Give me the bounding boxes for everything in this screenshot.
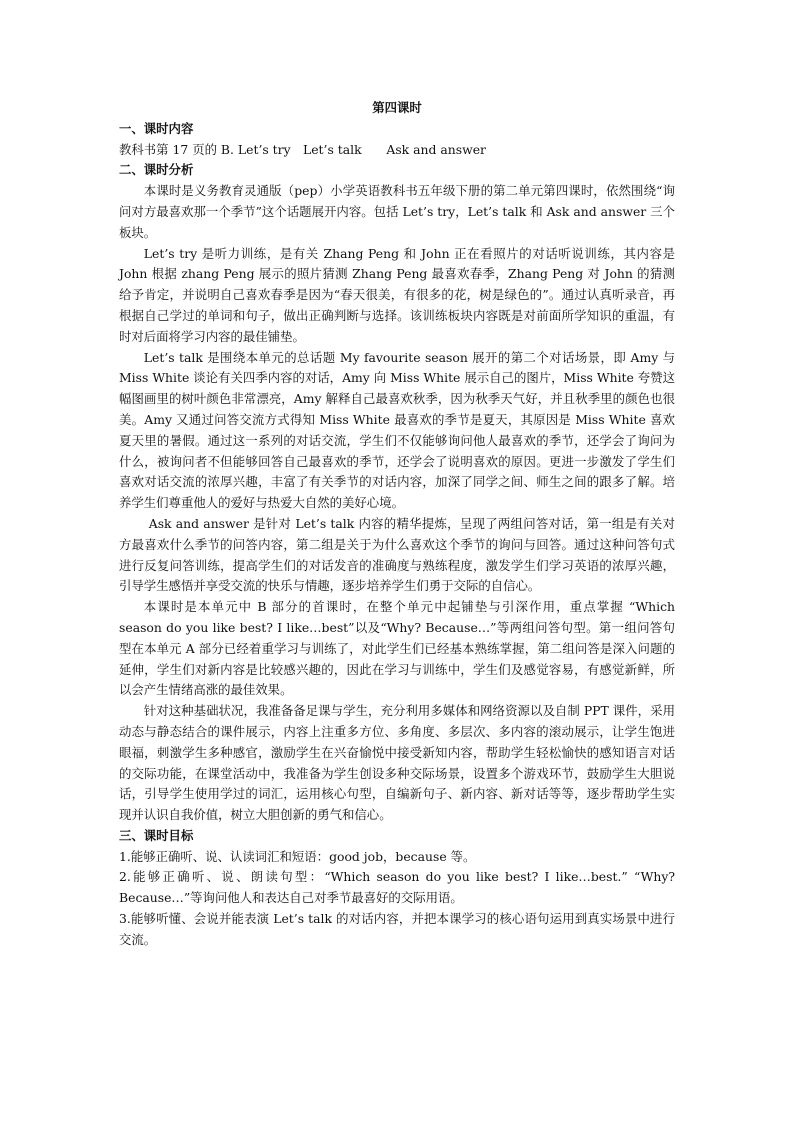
section-heading-goals: 三、课时目标 — [119, 827, 194, 843]
analysis-paragraph-ask-answer: Ask and answer 是针对 Let’s talk 内容的精华提炼，呈现了两组问答对话，第一组是有关对方最喜欢什么季节的问答内容，第二组是关于为什么喜欢这个季节的询问与回答。通过这种问答句式进行反复问答训练，提高学生们的对话发音的准确度与熟练程度，激发学生们学习英语的浓厚兴趣，引导学生感悟并享受交流的快乐与情趣，逐步培养学生们勇于交际的自信心。 — [119, 515, 675, 594]
lesson-title: 第四课时 — [372, 100, 422, 115]
section-heading-content: 一、课时内容 — [119, 120, 194, 136]
content-line: 教科书第 17 页的 B. Let’s try Let’s talk Ask and answer — [119, 141, 486, 157]
analysis-paragraph-intro: 本课时是义务教育灵通版（pep）小学英语教科书五年级下册的第二单元第四课时，依然围绕“询问对方最喜欢那一个季节”这个话题展开内容。包括 Let’s try，Let’s talk 和 Ask and answer 三个板块。 — [119, 183, 675, 240]
analysis-paragraph-lets-talk: Let’s talk 是围绕本单元的总话题 My favourite season 展开的第二个对话场景，即 Amy 与 Miss White 谈论有关四季内容的对话，Amy 向 Miss White 展示自己的图片，Miss White 夸赞这幅图画里的树叶颜色非常漂亮，Amy 解释自己最喜欢秋季，因为秋季天气好，并且秋季里的颜色也很美。Amy 又通过问答交流方式得知 Miss White 最喜欢的季节是夏天，其原因是 Miss White 喜欢夏天里的暑假。通过这一系列的对话交流，学生们不仅能够询问他人最喜欢的季节，还学会了询问为什么，被询问者不但能够回答自己最喜欢的季节，还学会了说明喜欢的原因。更进一步激发了学生们喜欢对话交流的浓厚兴趣，丰富了有关季节的对话内容，加深了同学之间、师生之间的跟多了解。培养学生们尊重他人的爱好与热爱大自然的美好心境。 — [119, 349, 675, 511]
goal-item-2: 2.能够正确听、说、朗读句型：“Which season do you like best? I like…best.” “Why? Because…”等询问他人和表达自己对季节最喜好的交际用语。 — [119, 869, 675, 906]
goal-item-3: 3.能够听懂、会说并能表演 Let’s talk 的对话内容，并把本课学习的核心语句运用到真实场景中进行交流。 — [119, 911, 675, 947]
analysis-paragraph-lets-try: Let’s try 是听力训练，是有关 Zhang Peng 和 John 正在看照片的对话听说训练，其内容是 John 根据 zhang Peng 展示的照片猜测 Zhang Peng 最喜欢春季，Zhang Peng 对 John 的猜测给予肯定，并说明自己喜欢春季是因为“春天很美，有很多的花，树是绿色的”。通过认真听录音，再根据自己学过的单词和句子，做出正确判断与选择。该训练板块内容既是对前面所学知识的重温，有时对后面将学习内容的最佳铺垫。 — [119, 245, 675, 344]
section-heading-analysis: 二、课时分析 — [119, 162, 194, 178]
document-page — [119, 98, 675, 951]
analysis-paragraph-teaching-plan: 针对这种基础状况，我准备备足课与学生，充分利用多媒体和网络资源以及自制 PPT 课件，采用动态与静态结合的课件展示，内容上注重多方位、多角度、多层次、多内容的滚动展示，让学生饱进眼福，刺激学生多种感官，激励学生在兴奋愉悦中接受新知内容，帮助学生轻松愉快的感知语言对话的交际功能，在课堂活动中，我准备为学生创设多种交际场景，设置多个游戏环节，鼓励学生大胆说话，引导学生使用学过的词汇，运用核心句型，自编新句子、新内容、新对话等等，逐步帮助学生实现并认识自我价值，树立大胆创新的勇气和信心。 — [119, 703, 675, 823]
goal-item-1: 1.能够正确听、说、认读词汇和短语：good job，because 等。 — [119, 848, 476, 864]
analysis-paragraph-key-points: 本课时是本单元中 B 部分的首课时，在整个单元中起铺垫与引深作用，重点掌握 “Which season do you like best? I like…best”以及“Why? Because…”等两组问答句型。第一组问答句型在本单元 A 部分已经着重学习与训练了，对此学生们已经基本熟练掌握，第二组问答是深入问题的延伸，学生们对新内容是比较感兴趣的，因此在学习与训练中，学生们及感觉容易，有感觉新鲜，所以会产生情绪高涨的最佳效果。 — [119, 599, 675, 698]
